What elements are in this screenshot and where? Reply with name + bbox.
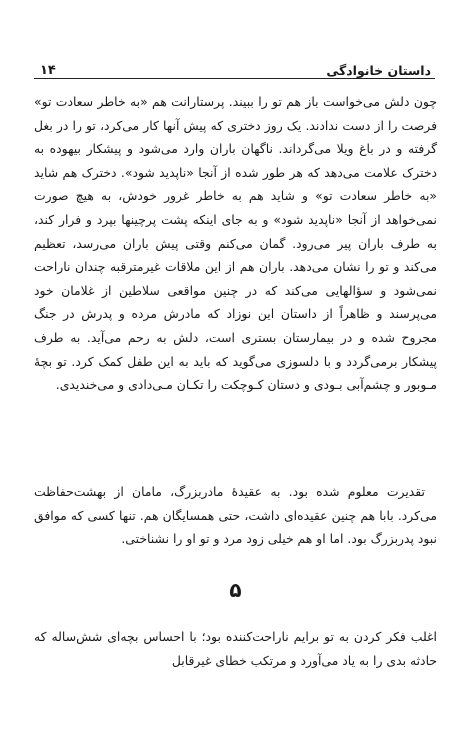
page-number: ۱۴	[40, 63, 56, 78]
running-title: داستان خانوادگی	[326, 63, 431, 78]
body-paragraph-2: تقدیرت معلوم شده بود. به عقیدهٔ مادربزرگ، مامان از بهشت‌حفاظت می‌کرد. بابا هم چنین عقیده‌ای داشت، حتی همسایگان هم. تنها کسی که موافق نبود پدربزرگ بود. اما او هم خیلی زود مرد و تو او را نشناختی.	[34, 484, 437, 547]
body-paragraph-1: چون دلش می‌خواست باز هم تو را ببیند. پرستارانت هم «به خاطر سعادت تو» فرصت را از دست ندادند. یک روز دختری که پیش آنها کار می‌کرد، تو را در بغل گرفته و در باغ ویلا می‌گرداند. ناگهان باران وارد می‌شود و پیشکار بیهوده به دخترک علامت می‌دهد که هر طور شده از آنجا «ناپدید شود». دخترک هم شاید «به خاطر سعادت تو» و شاید هم به خاطر غرور خودش، به هیچ صورت نمی‌خواهد از آنجا «ناپدید شود» و به جای اینکه پشت پرچینها بپرد و فرار کند، به طرف باران پیر می‌رود. گمان می‌کنم وقتی پیش باران می‌رسد، تعظیم می‌کند و تو را نشان می‌دهد. باران هم از این ملاقات غیرمترقبه چندان ناراحت نمی‌شود و سؤالهایی می‌کند که در چنین مواقعی سلاطین از غلامان خود می‌پرسند و ظاهراً از داستان این نوزاد که مادرش مرده و پدرش در جنگ مجروح شده و در بیمارستان بستری است، دلش به رحم می‌آید. به طرف پیشکار برمی‌گردد و با دلسوزی می‌گوید که باید به این طفل کمک کرد. تو بچهٔ مـوبور و چشم‌آبی بـودی و دستان کـوچکت را تکـان مـی‌دادی و می‌خندیدی.	[34, 94, 437, 393]
body-paragraph-3: اغلب فکر کردن به تو برایم ناراحت‌کننده بود؛ با احساس بچه‌ای شش‌ساله که حادثه بدی را به یاد می‌آورد و مرتکب خطای غیرقابل	[34, 629, 437, 668]
running-header	[34, 52, 435, 79]
chapter-number: ۵	[229, 578, 242, 602]
